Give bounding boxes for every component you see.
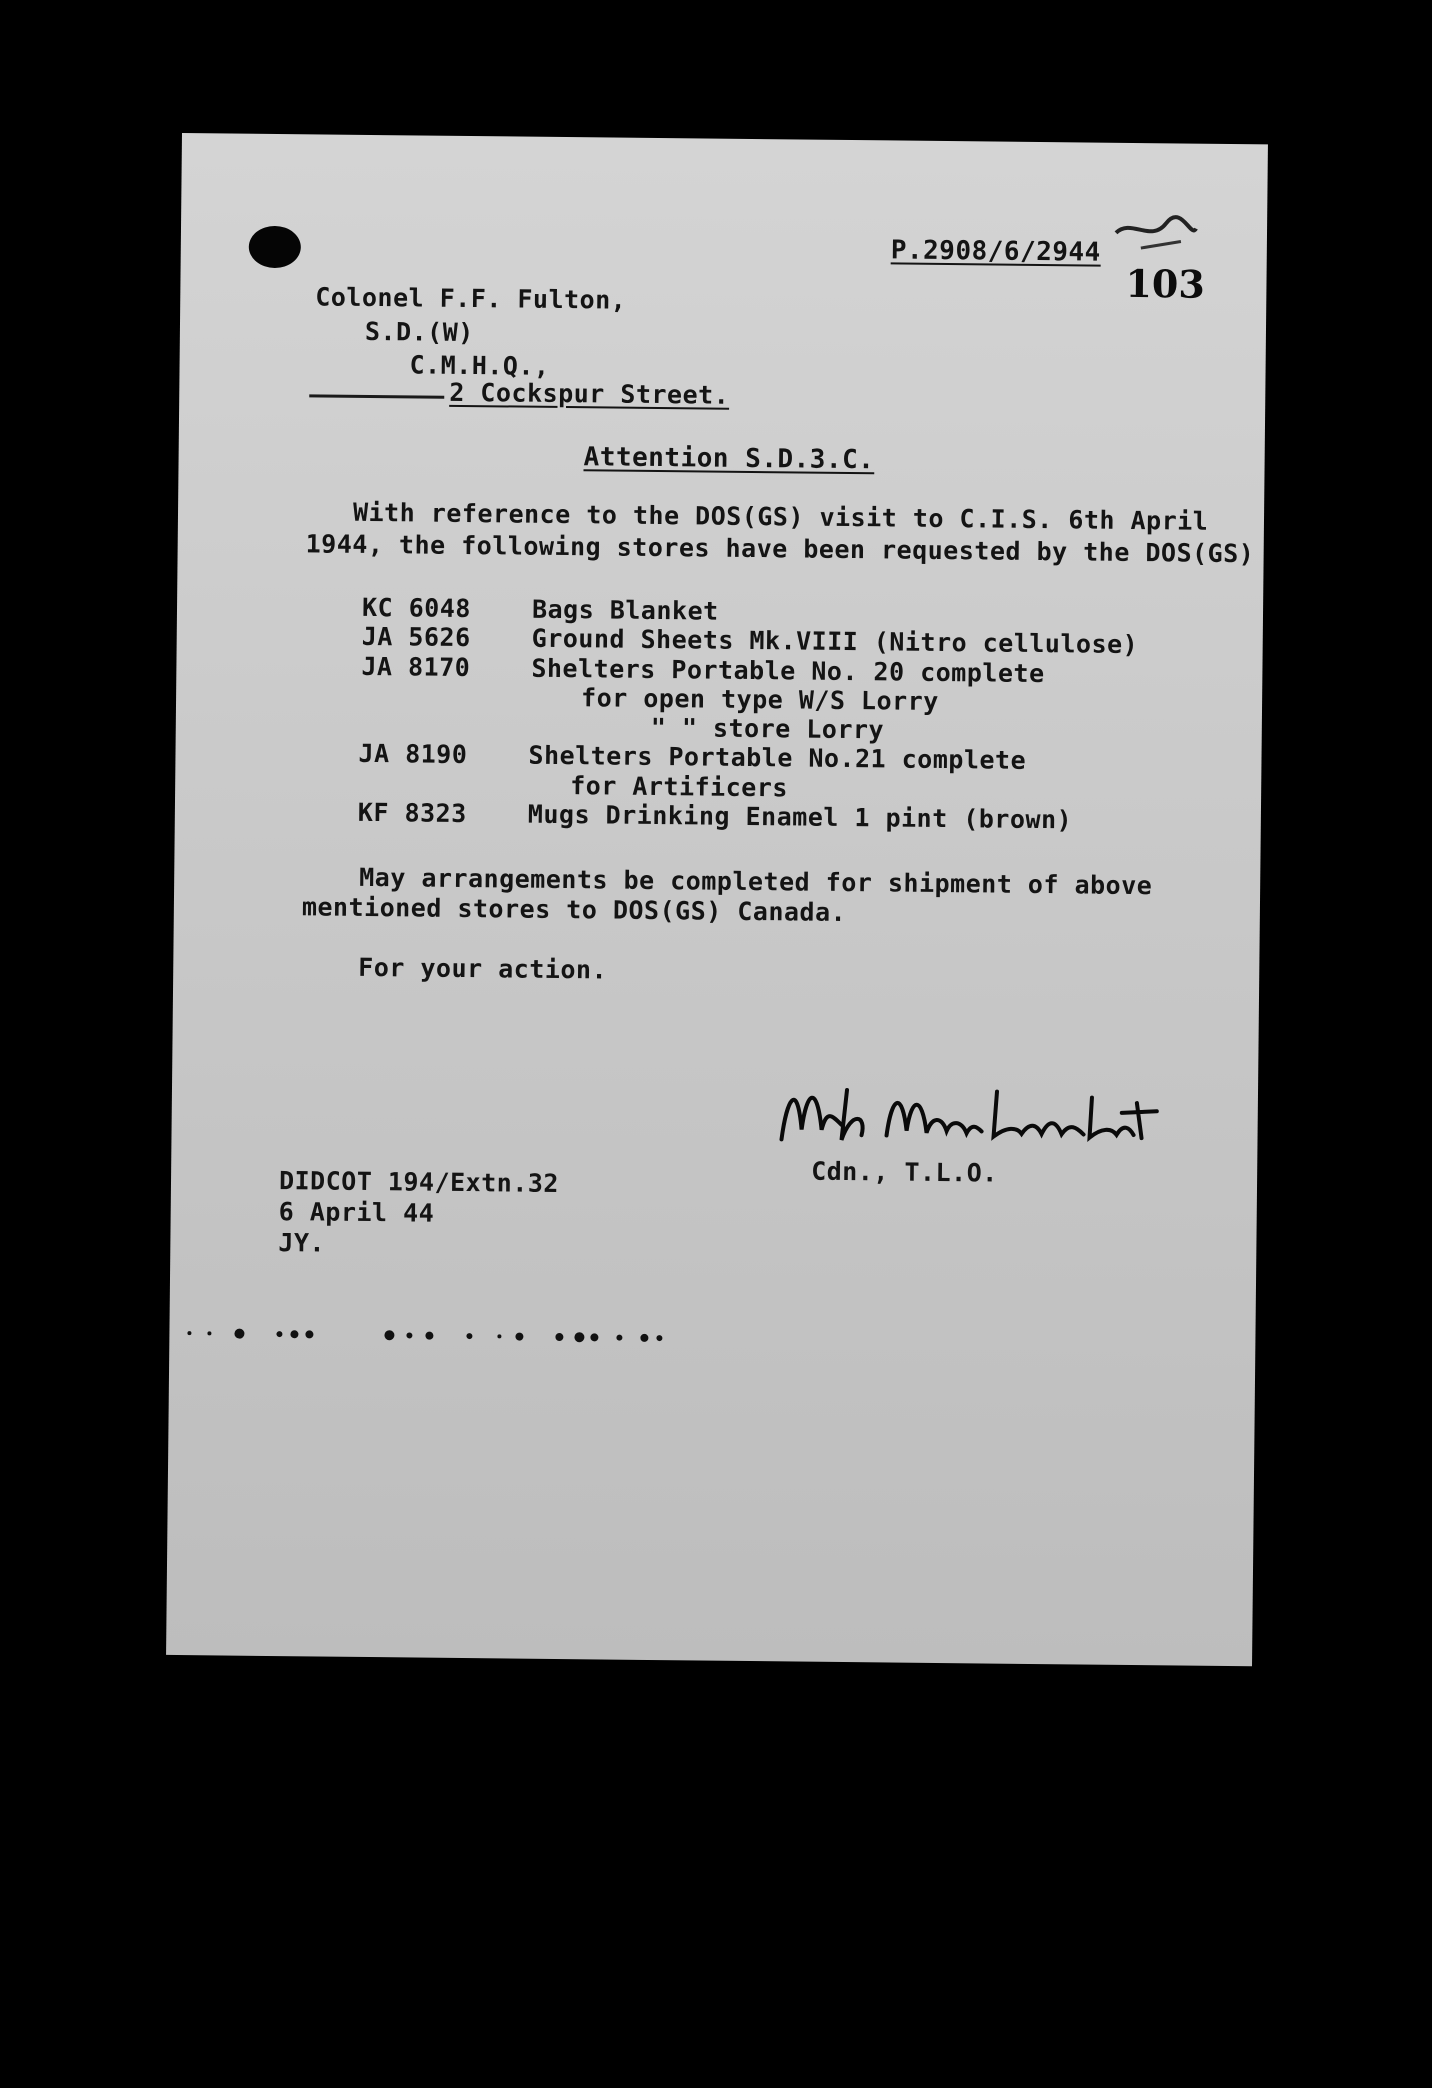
item-description: Shelters Portable No. 20 complete — [531, 653, 1045, 689]
footer-date: 6 April 44 — [278, 1197, 435, 1228]
item-description: Shelters Portable No.21 complete — [528, 740, 1027, 775]
reference-number: P.2908/6/2944 — [890, 235, 1101, 268]
signature — [771, 1069, 1172, 1163]
letter-page — [166, 133, 1268, 1666]
perforation-line — [169, 1323, 869, 1350]
addressee-street: 2 Cockspur Street. — [449, 377, 730, 410]
item-description-continued: for open type W/S Lorry — [580, 683, 939, 716]
signature-block: Cdn., T.L.O. — [811, 1156, 998, 1188]
address-rule — [309, 394, 444, 398]
addressee-name: Colonel F.F. Fulton, — [315, 282, 627, 315]
request-line-1: May arrangements be completed for shipment of above — [359, 862, 1153, 901]
punch-hole — [249, 226, 301, 269]
item-code: KF 8323 — [357, 797, 467, 829]
intro-line-2: 1944, the following stores have been requested by the DOS(GS) — [305, 529, 1255, 569]
item-code: JA 5626 — [361, 621, 471, 653]
handwritten-page-number: 103 — [1125, 260, 1206, 307]
item-description: Mugs Drinking Enamel 1 pint (brown) — [527, 799, 1073, 835]
item-description: Ground Sheets Mk.VIII (Nitro cellulose) — [531, 623, 1139, 660]
request-line-2: mentioned stores to DOS(GS) Canada. — [301, 892, 847, 927]
addressee-hq: C.M.H.Q., — [409, 350, 550, 381]
item-description-continued: for Artificers — [570, 771, 789, 803]
item-code: JA 8170 — [361, 651, 471, 683]
footer-initials: JY. — [278, 1228, 326, 1258]
addressee-branch: S.D.(W) — [364, 316, 474, 348]
item-code: KC 6048 — [361, 592, 472, 624]
action-line: For your action. — [358, 952, 608, 985]
attention-line: Attention S.D.3.C. — [583, 442, 875, 476]
footer-reference: DIDCOT 194/Extn.32 — [278, 1166, 560, 1199]
item-description: Bags Blanket — [531, 594, 719, 626]
intro-line-1: With reference to the DOS(GS) visit to C.I.S. 6th April — [352, 497, 1209, 536]
item-description-continued: " " store Lorry — [650, 712, 885, 745]
item-code: JA 8190 — [358, 738, 468, 770]
